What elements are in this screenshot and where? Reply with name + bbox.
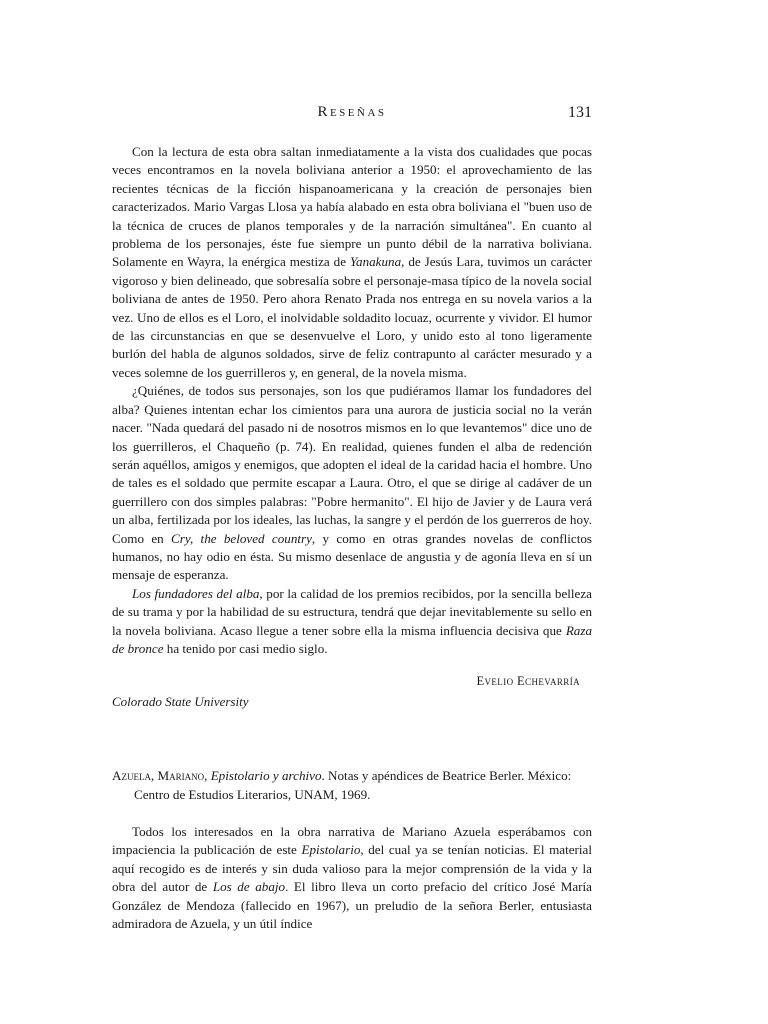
text-run: , del cual ya se tenían noticias. El material aquí recogido es de interés y sin duda valioso para la mejor comprensión de la vida y la obra del autor de xyxy=(112,842,592,895)
page-number: 131 xyxy=(568,104,592,121)
text-run: . El libro lleva un corto prefacio del crítico José María González de Mendoza (fallecido en 1967), un preludio de la señora Berler, entusiasta admiradora de Azuela, y un útil índice xyxy=(112,879,592,932)
review-paragraph xyxy=(112,823,592,933)
reviewer-affiliation: Colorado State University xyxy=(112,694,249,709)
review-paragraph xyxy=(112,585,592,659)
text-run: , y como en otras grandes novelas de conflictos humanos, no hay odio en ésta. Su mismo desenlace de angustia y de agonía lleva en sí un mensaje de esperanza. xyxy=(112,530,592,583)
italic-text: Yanakuna xyxy=(349,254,402,270)
italic-text: Epistolario xyxy=(301,842,361,858)
running-header xyxy=(112,104,592,128)
small-caps-text: Azuela, Mariano xyxy=(112,768,205,783)
review-paragraph xyxy=(112,382,592,584)
text-run: Todos los interesados en la obra narrativa de Mariano Azuela esperábamos con impaciencia la publicación de este xyxy=(112,824,592,858)
text-run: , por la calidad de los premios recibidos, por la sencilla belleza de su trama y por la habilidad de su estructura, tendrá que dejar inevitablemente su sello en la novela boliviana. Acaso llegue a tener sobre ella la misma influencia decisiva que xyxy=(112,585,592,638)
review-body xyxy=(112,143,592,658)
italic-text: Los de abajo xyxy=(212,879,286,895)
text-run: ¿Quiénes, de todos sus personajes, son los que pudiéramos llamar los fundadores del alba? Quienes intentan echar los cimientos para una aurora de justicia social no la verán nacer. "Nada quedará del pasado ni de nosotros mismos en lo que levantemos" dice uno de los guerrilleros, el Chaqueño (p. 74). En realidad, quienes funden el alba de redención serán aquéllos, amigos y enemigos, que adopten el ideal de la caridad hacia el hombre. Uno de tales es el soldado que permite escapar a Laura. Otro, el que se dirige al cadáver de un guerrillero con dos simples palabras: "Pobre hermanito". El hijo de Javier y de Laura verá un alba, fertilizada por los ideales, las luchas, la sangre y el perdón de los guerreros de hoy. Como en xyxy=(112,383,592,546)
text-run: Con la lectura de esta obra saltan inmediatamente a la vista dos cualidades que pocas veces encontramos en la novela boliviana anterior a 1950: el aprovechamiento de las recientes técnicas de la ficción hispanoamericana y la creación de personajes bien caracterizados. Mario Vargas Llosa ya había alabado en esta obra boliviana el "buen uso de la técnica de cruces de planos temporales y de la narración simultánea". En cuanto al problema de los personajes, éste fue siempre un punto débil de la narrativa boliviana. Solamente en Wayra, la enérgica mestiza de xyxy=(112,144,592,270)
text-run: , xyxy=(204,768,211,783)
italic-text: Raza de bronce xyxy=(112,622,592,656)
running-title: Reseñas xyxy=(317,104,387,120)
text-run: , de Jesús Lara, tuvimos un carácter vigoroso y bien delineado, que sobresalía sobre el personaje-masa típico de la novela social boliviana de antes de 1950. Pero ahora Renato Prada nos entrega en su novela varios a la vez. Uno de ellos es el Loro, el inolvidable soldadito locuaz, ocurrente y vividor. El humor de las circunstancias en que se desenvuelve el Loro, y unido esto al tono ligeramente burlón del habla de algunos soldados, sirve de feliz contrapunto al carácter mesurado y a veces solemne de los guerrilleros y, en general, de la novela misma. xyxy=(112,254,592,380)
book-citation xyxy=(112,766,592,804)
italic-text: Cry, the beloved country xyxy=(171,530,312,546)
italic-text: Los fundadores del alba xyxy=(132,585,260,601)
text-run: ha tenido por casi medio siglo. xyxy=(163,640,328,656)
text-run: . Notas y apéndices de Beatrice Berler. México: Centro de Estudios Literarios, UNAM, 1969. xyxy=(134,768,572,802)
italic-text: Epistolario y archivo xyxy=(210,768,322,783)
review-paragraph xyxy=(112,143,592,382)
reviewer-name: Evelio Echevarría xyxy=(476,674,580,688)
second-review-body xyxy=(112,823,592,933)
